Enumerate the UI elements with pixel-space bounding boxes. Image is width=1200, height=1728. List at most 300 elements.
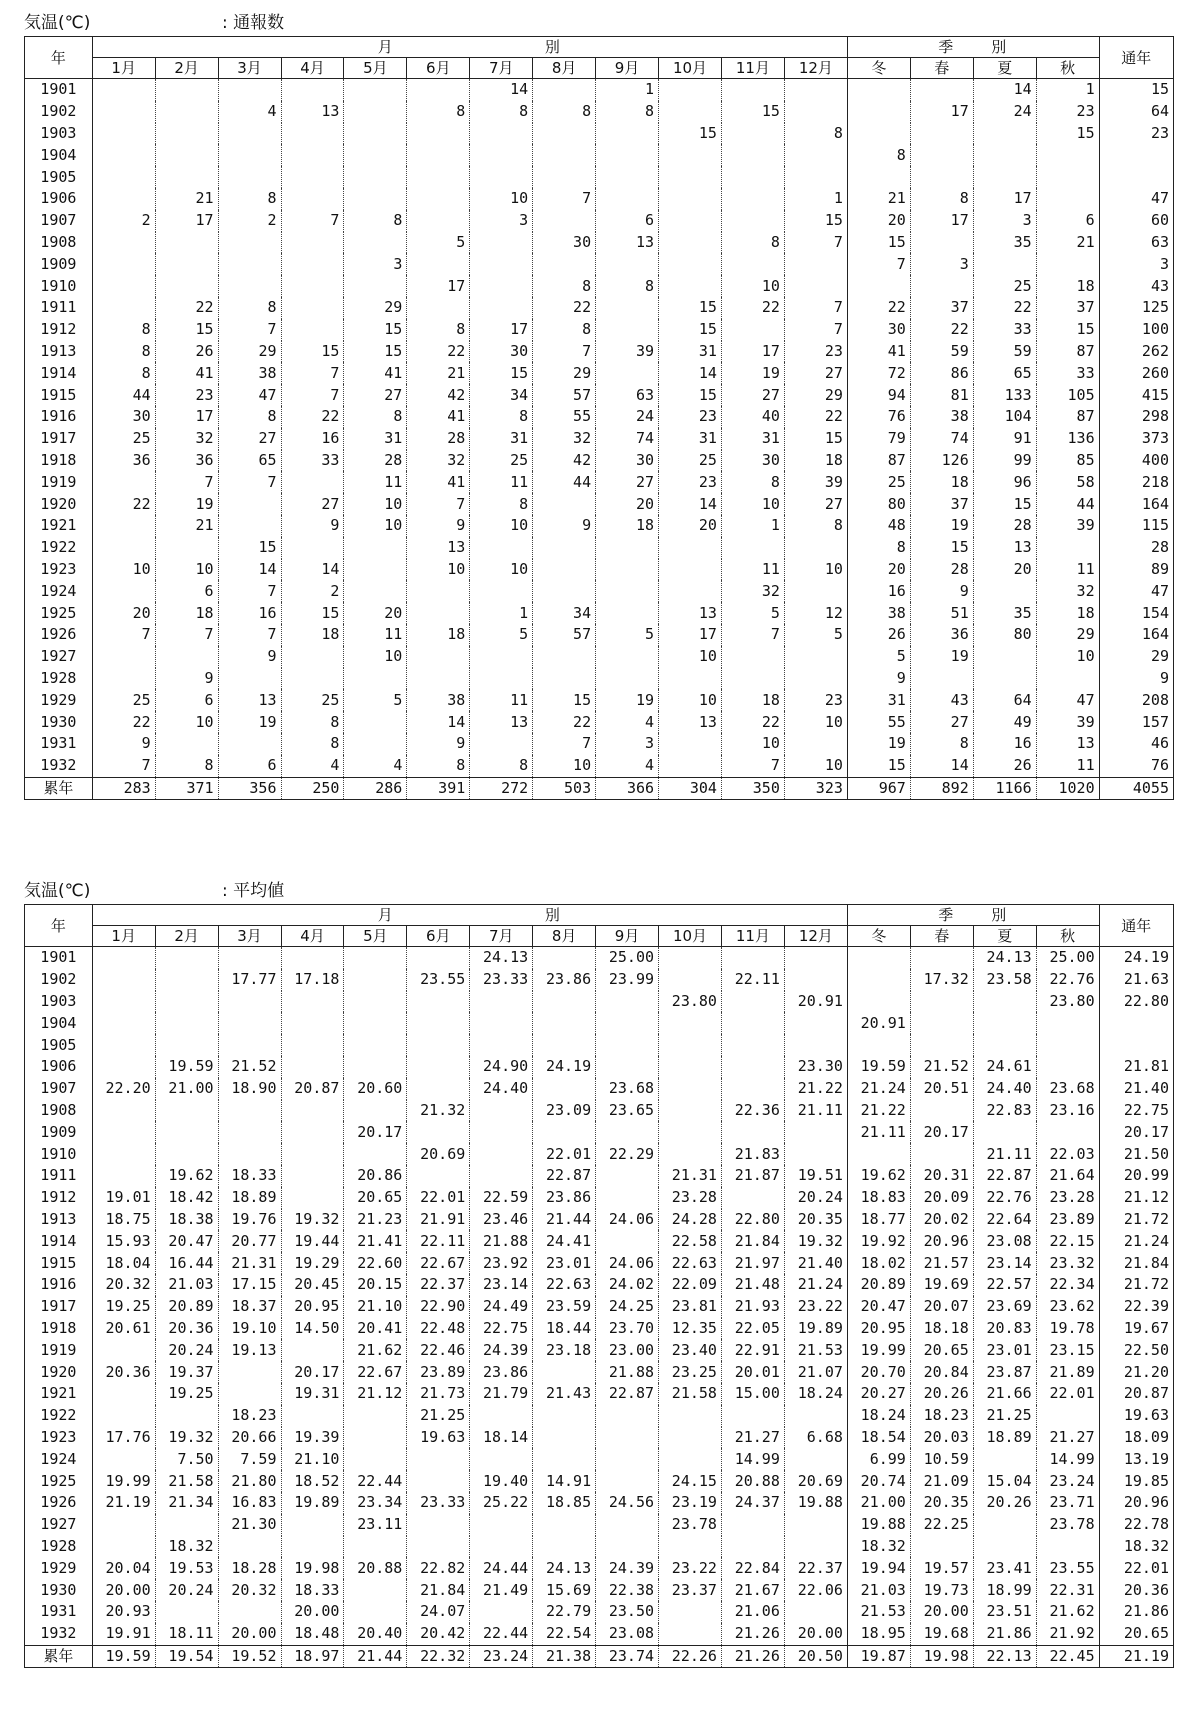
- month-value-cell: 29: [344, 297, 407, 319]
- season-value-cell: 21.53: [847, 1601, 910, 1623]
- season-value-cell: 23.62: [1036, 1296, 1099, 1318]
- season-value-cell: 20.17: [910, 1121, 973, 1143]
- month-value-cell: 10: [407, 559, 470, 581]
- month-value-cell: 17.77: [218, 969, 281, 991]
- season-value-cell: 37: [910, 297, 973, 319]
- season-value-cell: 87: [1036, 341, 1099, 363]
- season-value-cell: 15: [847, 755, 910, 777]
- row-year-cell: 1916: [25, 1274, 93, 1296]
- month-value-cell: 19.25: [92, 1296, 155, 1318]
- header-month: 8月: [533, 58, 596, 79]
- month-value-cell: 19.10: [218, 1318, 281, 1340]
- row-year-cell: 1919: [25, 1339, 93, 1361]
- month-value-cell: 30: [596, 450, 659, 472]
- month-value-cell: 21.88: [596, 1361, 659, 1383]
- season-value-cell: [847, 79, 910, 101]
- season-value-cell: 22.64: [973, 1209, 1036, 1231]
- month-value-cell: [533, 166, 596, 188]
- month-value-cell: [659, 1405, 722, 1427]
- month-value-cell: 8: [784, 515, 847, 537]
- annual-value-cell: 13.19: [1099, 1448, 1173, 1470]
- month-value-cell: 6.68: [784, 1427, 847, 1449]
- season-value-cell: 23.87: [973, 1361, 1036, 1383]
- season-value-cell: 24.13: [973, 947, 1036, 969]
- month-value-cell: 15.93: [92, 1230, 155, 1252]
- season-value-cell: 20.07: [910, 1296, 973, 1318]
- season-value-cell: 20.31: [910, 1165, 973, 1187]
- month-value-cell: [218, 991, 281, 1013]
- annual-value-cell: 20.99: [1099, 1165, 1173, 1187]
- month-value-cell: 25: [92, 428, 155, 450]
- month-value-cell: 23.99: [596, 969, 659, 991]
- table-row: [25, 1623, 1174, 1645]
- month-value-cell: [281, 1165, 344, 1187]
- month-value-cell: 15: [281, 341, 344, 363]
- month-value-cell: [721, 319, 784, 341]
- row-year-cell: 1932: [25, 1623, 93, 1645]
- season-value-cell: 20.89: [847, 1274, 910, 1296]
- month-value-cell: 31: [344, 428, 407, 450]
- month-value-cell: [596, 188, 659, 210]
- month-value-cell: 22.63: [533, 1274, 596, 1296]
- month-value-cell: [281, 1121, 344, 1143]
- month-value-cell: 3: [596, 733, 659, 755]
- month-value-cell: 20.69: [407, 1143, 470, 1165]
- month-value-cell: [344, 559, 407, 581]
- season-value-cell: 22.03: [1036, 1143, 1099, 1165]
- month-value-cell: [596, 1187, 659, 1209]
- month-value-cell: [155, 144, 218, 166]
- month-value-cell: [596, 319, 659, 341]
- month-value-cell: 23.24: [470, 1645, 533, 1668]
- month-value-cell: [407, 1536, 470, 1558]
- month-value-cell: 24.15: [659, 1470, 722, 1492]
- month-value-cell: [784, 144, 847, 166]
- month-value-cell: 22.84: [721, 1557, 784, 1579]
- month-value-cell: [470, 991, 533, 1013]
- month-value-cell: 27: [784, 493, 847, 515]
- month-value-cell: 23: [659, 471, 722, 493]
- month-value-cell: [721, 166, 784, 188]
- month-value-cell: 17.15: [218, 1274, 281, 1296]
- season-value-cell: 22.15: [1036, 1230, 1099, 1252]
- season-value-cell: [847, 1034, 910, 1056]
- month-value-cell: 19.40: [470, 1470, 533, 1492]
- month-value-cell: 22.67: [407, 1252, 470, 1274]
- month-value-cell: 22: [784, 406, 847, 428]
- table-row: [25, 1601, 1174, 1623]
- month-value-cell: [533, 1514, 596, 1536]
- month-value-cell: 19.59: [155, 1056, 218, 1078]
- row-year-cell: 1928: [25, 668, 93, 690]
- annual-value-cell: 9: [1099, 668, 1173, 690]
- month-value-cell: 20.50: [784, 1645, 847, 1668]
- month-value-cell: [784, 1121, 847, 1143]
- table-row: [25, 947, 1174, 969]
- table-row: [25, 1252, 1174, 1274]
- annual-value-cell: 20.36: [1099, 1579, 1173, 1601]
- total-row: [25, 1645, 1174, 1668]
- annual-value-cell: 21.84: [1099, 1252, 1173, 1274]
- season-value-cell: [973, 1012, 1036, 1034]
- month-value-cell: 23.08: [596, 1623, 659, 1645]
- month-value-cell: 19: [155, 493, 218, 515]
- header-year: 年: [25, 905, 93, 947]
- season-value-cell: 18: [1036, 602, 1099, 624]
- month-value-cell: 2: [218, 210, 281, 232]
- header-season: 冬: [847, 58, 910, 79]
- month-value-cell: 9: [218, 646, 281, 668]
- month-value-cell: [92, 166, 155, 188]
- month-value-cell: 21.48: [721, 1274, 784, 1296]
- month-value-cell: [721, 79, 784, 101]
- month-value-cell: [92, 101, 155, 123]
- month-value-cell: [407, 668, 470, 690]
- season-value-cell: 21.25: [973, 1405, 1036, 1427]
- month-value-cell: 19.32: [155, 1427, 218, 1449]
- season-value-cell: 47: [1036, 689, 1099, 711]
- season-value-cell: 967: [847, 777, 910, 800]
- season-value-cell: [1036, 253, 1099, 275]
- month-value-cell: [659, 166, 722, 188]
- season-value-cell: 19.78: [1036, 1318, 1099, 1340]
- header-months-group-part: 月: [377, 906, 395, 924]
- row-year-cell: 1930: [25, 1579, 93, 1601]
- table-row: [25, 428, 1174, 450]
- row-year-cell: 1914: [25, 1230, 93, 1252]
- month-value-cell: 18.42: [155, 1187, 218, 1209]
- section-title: [24, 878, 1174, 904]
- season-value-cell: 19.99: [847, 1339, 910, 1361]
- month-value-cell: [281, 1536, 344, 1558]
- month-value-cell: 32: [721, 580, 784, 602]
- month-value-cell: 15.69: [533, 1579, 596, 1601]
- month-value-cell: [407, 79, 470, 101]
- header-seasons-group-part: 季: [938, 38, 956, 56]
- month-value-cell: 16.83: [218, 1492, 281, 1514]
- month-value-cell: [281, 471, 344, 493]
- annual-value-cell: 208: [1099, 689, 1173, 711]
- month-value-cell: [344, 1143, 407, 1165]
- month-value-cell: [92, 1012, 155, 1034]
- month-value-cell: 21.07: [784, 1361, 847, 1383]
- month-value-cell: 9: [407, 733, 470, 755]
- season-value-cell: 20.26: [973, 1492, 1036, 1514]
- season-value-cell: 26: [973, 755, 1036, 777]
- month-value-cell: 23: [784, 689, 847, 711]
- season-value-cell: 20.84: [910, 1361, 973, 1383]
- season-value-cell: 23.08: [973, 1230, 1036, 1252]
- month-value-cell: 20.24: [155, 1339, 218, 1361]
- month-value-cell: 20.17: [281, 1361, 344, 1383]
- season-value-cell: 23.01: [973, 1339, 1036, 1361]
- header-month: 2月: [155, 58, 218, 79]
- annual-value-cell: 21.24: [1099, 1230, 1173, 1252]
- month-value-cell: [470, 166, 533, 188]
- month-value-cell: [218, 1012, 281, 1034]
- month-value-cell: 20: [344, 602, 407, 624]
- season-value-cell: 25: [847, 471, 910, 493]
- month-value-cell: 18.14: [470, 1427, 533, 1449]
- season-value-cell: 23.80: [1036, 991, 1099, 1013]
- annual-value-cell: 29: [1099, 646, 1173, 668]
- month-value-cell: 15: [659, 319, 722, 341]
- season-value-cell: 18: [910, 471, 973, 493]
- annual-value-cell: 157: [1099, 711, 1173, 733]
- month-value-cell: [92, 580, 155, 602]
- month-value-cell: [784, 1034, 847, 1056]
- season-value-cell: 20.51: [910, 1078, 973, 1100]
- month-value-cell: [721, 123, 784, 145]
- annual-value-cell: 115: [1099, 515, 1173, 537]
- month-value-cell: 10: [784, 755, 847, 777]
- month-value-cell: [92, 471, 155, 493]
- month-value-cell: [155, 1012, 218, 1034]
- season-value-cell: 24.40: [973, 1078, 1036, 1100]
- month-value-cell: 366: [596, 777, 659, 800]
- month-value-cell: 18.44: [533, 1318, 596, 1340]
- month-value-cell: [533, 537, 596, 559]
- month-value-cell: 19.62: [155, 1165, 218, 1187]
- month-value-cell: [784, 275, 847, 297]
- season-value-cell: 28: [910, 559, 973, 581]
- month-value-cell: 17: [659, 624, 722, 646]
- header-season: 秋: [1036, 58, 1099, 79]
- month-value-cell: 19.98: [281, 1557, 344, 1579]
- month-value-cell: [721, 1405, 784, 1427]
- month-value-cell: 10: [470, 188, 533, 210]
- month-value-cell: 24.41: [533, 1230, 596, 1252]
- month-value-cell: 21.24: [784, 1274, 847, 1296]
- month-value-cell: 32: [533, 428, 596, 450]
- month-value-cell: 10: [784, 711, 847, 733]
- month-value-cell: [155, 1121, 218, 1143]
- month-value-cell: 18.11: [155, 1623, 218, 1645]
- header-month: 4月: [281, 926, 344, 947]
- season-value-cell: [847, 991, 910, 1013]
- season-value-cell: 22.76: [973, 1187, 1036, 1209]
- section-title-label: 気温(℃): [24, 881, 91, 901]
- month-value-cell: 7: [218, 624, 281, 646]
- month-value-cell: [92, 123, 155, 145]
- month-value-cell: 10: [344, 493, 407, 515]
- month-value-cell: 356: [218, 777, 281, 800]
- table-row: [25, 1209, 1174, 1231]
- month-value-cell: 27: [218, 428, 281, 450]
- season-value-cell: 19.62: [847, 1165, 910, 1187]
- header-season: 春: [910, 58, 973, 79]
- month-value-cell: 30: [533, 232, 596, 254]
- month-value-cell: [155, 253, 218, 275]
- month-value-cell: 21.10: [344, 1296, 407, 1318]
- month-value-cell: 19.89: [281, 1492, 344, 1514]
- month-value-cell: [281, 253, 344, 275]
- row-year-cell: 1917: [25, 428, 93, 450]
- month-value-cell: 31: [721, 428, 784, 450]
- row-year-cell: 1924: [25, 1448, 93, 1470]
- month-value-cell: 23: [659, 406, 722, 428]
- season-value-cell: 20.35: [910, 1492, 973, 1514]
- section-report-count: [24, 10, 1174, 800]
- month-value-cell: 42: [407, 384, 470, 406]
- annual-value-cell: 18.32: [1099, 1536, 1173, 1558]
- month-value-cell: [218, 493, 281, 515]
- month-value-cell: [281, 79, 344, 101]
- season-value-cell: 20.09: [910, 1187, 973, 1209]
- month-value-cell: 18.37: [218, 1296, 281, 1318]
- table-row: [25, 537, 1174, 559]
- month-value-cell: 10: [155, 559, 218, 581]
- month-value-cell: 24.02: [596, 1274, 659, 1296]
- month-value-cell: 32: [407, 450, 470, 472]
- month-value-cell: 8: [533, 319, 596, 341]
- row-year-cell: 1921: [25, 1383, 93, 1405]
- season-value-cell: 22.31: [1036, 1579, 1099, 1601]
- month-value-cell: 20.32: [92, 1274, 155, 1296]
- header-months-group-part: 別: [544, 906, 562, 924]
- month-value-cell: 13: [470, 711, 533, 733]
- month-value-cell: [470, 668, 533, 690]
- month-value-cell: 17.76: [92, 1427, 155, 1449]
- month-value-cell: 11: [344, 471, 407, 493]
- header-month: 7月: [470, 58, 533, 79]
- row-year-cell: 1923: [25, 1427, 93, 1449]
- month-value-cell: 18: [721, 689, 784, 711]
- month-value-cell: [155, 1405, 218, 1427]
- month-value-cell: [533, 646, 596, 668]
- season-value-cell: 19: [910, 515, 973, 537]
- month-value-cell: 21.32: [407, 1100, 470, 1122]
- season-value-cell: 17.32: [910, 969, 973, 991]
- season-value-cell: 20.47: [847, 1296, 910, 1318]
- month-value-cell: [155, 275, 218, 297]
- month-value-cell: [596, 668, 659, 690]
- month-value-cell: [344, 711, 407, 733]
- season-value-cell: 23.71: [1036, 1492, 1099, 1514]
- table-row: [25, 1492, 1174, 1514]
- month-value-cell: 23.28: [659, 1187, 722, 1209]
- month-value-cell: 16.44: [155, 1252, 218, 1274]
- month-value-cell: [659, 969, 722, 991]
- month-value-cell: [407, 1078, 470, 1100]
- annual-value-cell: 21.40: [1099, 1078, 1173, 1100]
- month-value-cell: 22.32: [407, 1645, 470, 1668]
- header-month: 3月: [218, 58, 281, 79]
- month-value-cell: 23.19: [659, 1492, 722, 1514]
- season-value-cell: 19.92: [847, 1230, 910, 1252]
- month-value-cell: 23.22: [659, 1557, 722, 1579]
- month-value-cell: 27: [596, 471, 659, 493]
- month-value-cell: [92, 646, 155, 668]
- table-row: [25, 1579, 1174, 1601]
- season-value-cell: 21.22: [847, 1100, 910, 1122]
- month-value-cell: [659, 1056, 722, 1078]
- month-value-cell: 19.53: [155, 1557, 218, 1579]
- season-value-cell: [910, 991, 973, 1013]
- season-value-cell: [1036, 1536, 1099, 1558]
- header-month: 7月: [470, 926, 533, 947]
- season-value-cell: 17: [910, 210, 973, 232]
- month-value-cell: [470, 1121, 533, 1143]
- annual-value-cell: [1099, 166, 1173, 188]
- month-value-cell: 22.91: [721, 1339, 784, 1361]
- month-value-cell: 10: [470, 559, 533, 581]
- season-value-cell: 16: [973, 733, 1036, 755]
- season-value-cell: 15.04: [973, 1470, 1036, 1492]
- month-value-cell: [407, 1034, 470, 1056]
- month-value-cell: 9: [92, 733, 155, 755]
- table-row: [25, 1121, 1174, 1143]
- annual-value-cell: 21.20: [1099, 1361, 1173, 1383]
- month-value-cell: 23.18: [533, 1339, 596, 1361]
- month-value-cell: [155, 969, 218, 991]
- header-month: 4月: [281, 58, 344, 79]
- header-month: 2月: [155, 926, 218, 947]
- month-value-cell: 20.41: [344, 1318, 407, 1340]
- month-value-cell: 22.75: [470, 1318, 533, 1340]
- month-value-cell: [470, 1100, 533, 1122]
- month-value-cell: 14: [407, 711, 470, 733]
- month-value-cell: [344, 275, 407, 297]
- month-value-cell: 20.32: [218, 1579, 281, 1601]
- month-value-cell: 19.44: [281, 1230, 344, 1252]
- season-value-cell: [1036, 668, 1099, 690]
- season-value-cell: 6.99: [847, 1448, 910, 1470]
- table-row: [25, 991, 1174, 1013]
- month-value-cell: 25.00: [596, 947, 659, 969]
- month-value-cell: 21.38: [533, 1645, 596, 1668]
- table-row: [25, 733, 1174, 755]
- season-value-cell: [847, 101, 910, 123]
- season-value-cell: 20.02: [910, 1209, 973, 1231]
- month-value-cell: 7: [533, 341, 596, 363]
- month-value-cell: [281, 991, 344, 1013]
- table-row: [25, 1187, 1174, 1209]
- season-value-cell: [1036, 1405, 1099, 1427]
- month-value-cell: 20.66: [218, 1427, 281, 1449]
- season-value-cell: 1166: [973, 777, 1036, 800]
- row-year-cell: 1922: [25, 537, 93, 559]
- season-value-cell: [847, 275, 910, 297]
- header-month: 11月: [721, 926, 784, 947]
- season-value-cell: 21.00: [847, 1492, 910, 1514]
- month-value-cell: [533, 253, 596, 275]
- month-value-cell: 19.32: [281, 1209, 344, 1231]
- month-value-cell: [218, 1361, 281, 1383]
- month-value-cell: 10: [784, 559, 847, 581]
- month-value-cell: 20.88: [721, 1470, 784, 1492]
- month-value-cell: 23.81: [659, 1296, 722, 1318]
- season-value-cell: 136: [1036, 428, 1099, 450]
- annual-value-cell: 373: [1099, 428, 1173, 450]
- month-value-cell: 21.22: [784, 1078, 847, 1100]
- month-value-cell: 22.26: [659, 1645, 722, 1668]
- month-value-cell: 6: [218, 755, 281, 777]
- month-value-cell: 11: [470, 689, 533, 711]
- row-year-cell: 1920: [25, 493, 93, 515]
- month-value-cell: 7: [784, 297, 847, 319]
- month-value-cell: 22: [155, 297, 218, 319]
- season-value-cell: [1036, 537, 1099, 559]
- month-value-cell: 15: [659, 297, 722, 319]
- month-value-cell: 1: [721, 515, 784, 537]
- header-seasons-group-part: 別: [991, 38, 1009, 56]
- annual-value-cell: 3: [1099, 253, 1173, 275]
- month-value-cell: 9: [407, 515, 470, 537]
- row-year-cell: 1909: [25, 1121, 93, 1143]
- season-value-cell: 126: [910, 450, 973, 472]
- month-value-cell: 7: [92, 624, 155, 646]
